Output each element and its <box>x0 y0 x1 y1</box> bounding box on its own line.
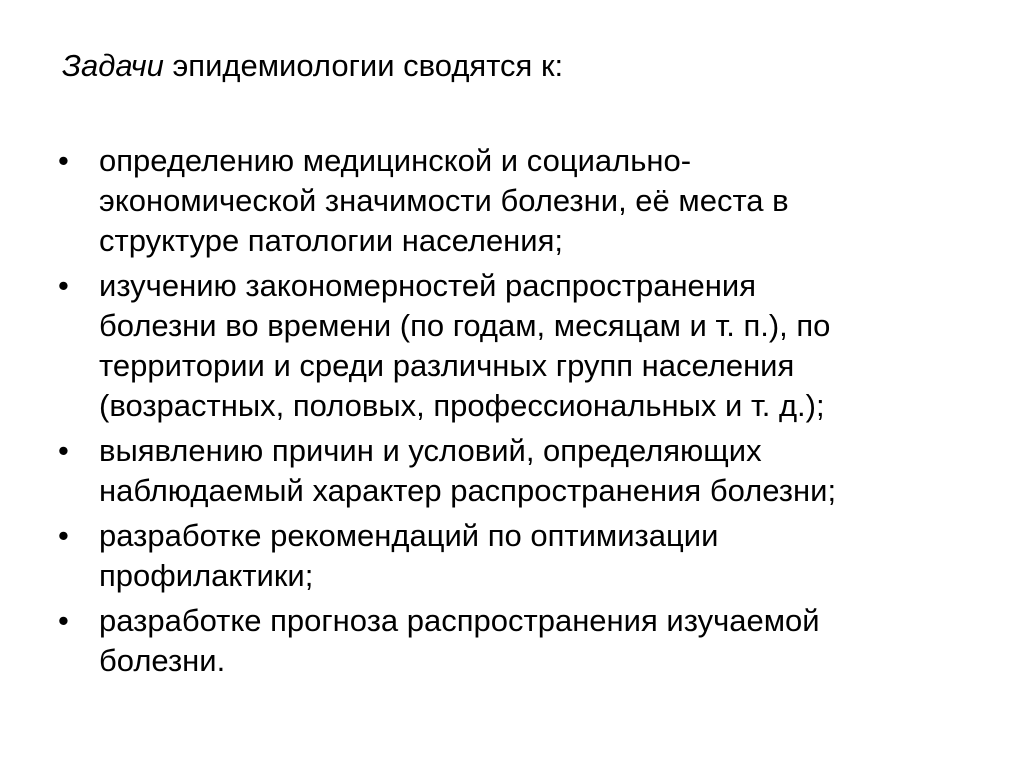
list-item-line: изучению закономерностей распространения <box>99 268 757 303</box>
bullet-icon: • <box>58 433 69 468</box>
task-list <box>58 141 958 686</box>
list-item-line: определению медицинской и социально- <box>99 143 692 178</box>
list-item <box>58 266 958 426</box>
heading-text: эпидемиологии сводятся к: <box>163 48 564 83</box>
bullet-icon: • <box>58 143 69 178</box>
list-item-line: (возрастных, половых, профессиональных и т. д.); <box>99 388 825 423</box>
list-item <box>58 601 958 681</box>
list-item-line: территории и среди различных групп населения <box>99 348 795 383</box>
slide-heading <box>62 46 563 86</box>
list-item-line: разработке прогноза распространения изучаемой <box>99 603 820 638</box>
list-item <box>58 141 958 261</box>
list-item-line: болезни во времени (по годам, месяцам и т. п.), по <box>99 308 831 343</box>
list-item-line: экономической значимости болезни, её места в <box>99 183 789 218</box>
heading-italic-word: Задачи <box>62 48 164 83</box>
list-item-line: выявлению причин и условий, определяющих <box>99 433 762 468</box>
list-item-line: структуре патологии населения; <box>99 223 564 258</box>
list-item <box>58 431 958 511</box>
bullet-icon: • <box>58 268 69 303</box>
list-item-line: профилактики; <box>99 558 314 593</box>
list-item-line: болезни. <box>99 643 226 678</box>
list-item-line: разработке рекомендаций по оптимизации <box>99 518 719 553</box>
bullet-icon: • <box>58 518 69 553</box>
list-item <box>58 516 958 596</box>
list-item-line: наблюдаемый характер распространения болезни; <box>99 473 837 508</box>
bullet-icon: • <box>58 603 69 638</box>
